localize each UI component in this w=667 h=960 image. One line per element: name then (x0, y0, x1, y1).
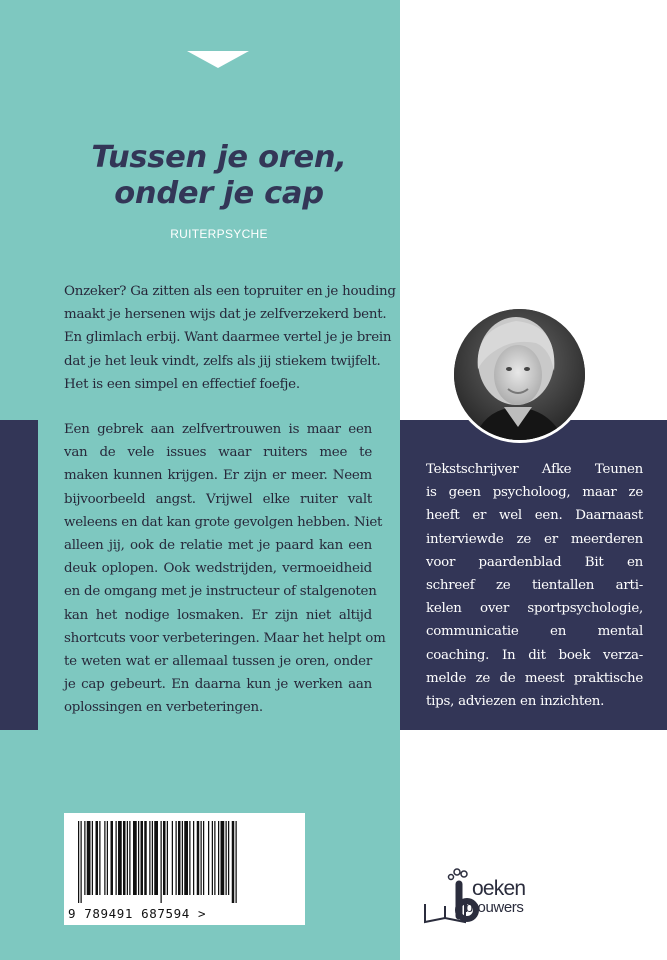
bio-line: voor paardenblad Bit en (426, 554, 643, 570)
blurb-line: maakt je hersenen wijs dat je zelfverzekerd bent. (64, 307, 387, 323)
author-photo (451, 306, 588, 443)
barcode-bar (141, 821, 144, 895)
barcode-bar (232, 821, 235, 903)
barcode-bar (104, 821, 105, 895)
bio-line: interviewde ze er meerderen (426, 531, 643, 547)
barcode-bar (152, 821, 153, 895)
triangle-notch-icon (187, 51, 249, 68)
barcode-bar (81, 821, 82, 903)
bio-line: schreef ze tientallen arti- (426, 578, 643, 594)
barcode-bar (176, 821, 177, 895)
isbn-number: 9 789491 687594 > (68, 906, 207, 921)
barcode-bar (96, 821, 99, 895)
blurb-paragraph-2 (64, 418, 386, 720)
barcode-bar (201, 821, 202, 895)
blurb-paragraph-1 (64, 280, 396, 396)
title-line-2: onder je cap (114, 176, 324, 211)
barcode-bar (92, 821, 93, 895)
publisher-name-part-1: oeken (472, 877, 526, 900)
barcode-bar (87, 821, 91, 895)
barcode-bar (182, 821, 183, 895)
barcode-bar (111, 821, 114, 895)
book-subtitle: RUITERPSYCHE (170, 227, 268, 241)
barcode-bars-icon (72, 821, 297, 903)
barcode-bar (138, 821, 139, 895)
barcode-bar (167, 821, 168, 895)
blurb-line: dat je het leuk vindt, zelfs als jij stiekem twijfelt. (64, 353, 381, 369)
blurb-line: te weten wat er allemaal tussen je oren, onder (64, 654, 372, 670)
publisher-name-part-2: brouwers (465, 899, 524, 916)
barcode-bar (78, 821, 79, 903)
barcode-bar (116, 821, 117, 895)
blurb-line: En glimlach erbij. Want daarmee vertel je je brein (64, 330, 392, 346)
blurb-line: weleens en dat kan grote gevolgen hebben. Niet (64, 514, 383, 530)
blurb-line: kan het nodige losmaken. Er zijn niet altijd (64, 607, 372, 623)
barcode-bar (184, 821, 188, 895)
barcode-bar (127, 821, 128, 895)
barcode-bar (133, 821, 137, 895)
barcode-bar (221, 821, 225, 895)
bio-line: tips, adviezen en inzichten. (426, 694, 605, 710)
barcode-bar (203, 821, 204, 895)
blurb-line: je cap gebeurt. En daarna kun je werken aan (64, 677, 372, 693)
blurb-line: Een gebrek aan zelfvertrouwen is maar een (64, 422, 372, 437)
barcode-bar (163, 821, 166, 895)
barcode-bar (129, 821, 130, 895)
author-bio (426, 458, 643, 713)
navy-band-left (0, 420, 38, 730)
bio-line: melde ze de meest praktische (426, 670, 643, 686)
title-line-1: Tussen je oren, (91, 140, 347, 175)
bio-line: kelen over sportpsychologie, (426, 601, 643, 617)
barcode-bar (218, 821, 219, 895)
blurb-line: Het is een simpel en effectief foefje. (64, 376, 300, 392)
barcode-bar (197, 821, 200, 895)
blurb-line: Onzeker? Ga zitten als een topruiter en je houding (64, 284, 396, 299)
barcode-bar (193, 821, 194, 895)
bio-line: heeft er wel een. Daarnaast (426, 508, 643, 524)
barcode-bar (154, 821, 158, 895)
bio-line: Tekstschrijver Afke Teunen (426, 462, 643, 477)
barcode-bar (99, 821, 100, 895)
bio-line: communicatie en mental (426, 624, 643, 640)
barcode-bar (226, 821, 227, 895)
barcode-bar (107, 821, 108, 895)
book-title (60, 140, 378, 212)
barcode-bar (118, 821, 122, 895)
barcode-bar (84, 821, 85, 895)
blurb-line: bijvoorbeeld angst. Vrijwel elke ruiter valt (64, 491, 372, 507)
barcode-bar (212, 821, 213, 895)
barcode-bar (161, 821, 162, 903)
barcode-bar (178, 821, 181, 895)
barcode-bar (214, 821, 215, 895)
blurb-line: oplossingen en verbeteringen. (64, 700, 263, 716)
bio-line: is geen psycholoog, maar ze (426, 485, 643, 501)
blurb-line: deuk oplopen. Ook wedstrijden, vermoeidheid (64, 561, 372, 577)
bio-line: coaching. In dit boek verza- (426, 647, 643, 663)
author-portrait-icon (454, 309, 585, 440)
isbn-barcode (64, 813, 305, 925)
barcode-bar (149, 821, 150, 895)
barcode-bar (144, 821, 147, 895)
blurb-line: en de omgang met je instructeur of stalgenoten (64, 584, 377, 600)
barcode-bar (172, 821, 173, 895)
blurb-line: alleen jij, ook de relatie met je paard kan een (64, 538, 372, 554)
barcode-bar (228, 821, 229, 895)
blurb-line: shortcuts voor verbeteringen. Maar het helpt om (64, 630, 386, 646)
barcode-bar (208, 821, 209, 895)
blurb-line: maken kunnen krijgen. Er zijn er meer. Neem (64, 468, 372, 484)
blurb-line: van de vele issues waar ruiters mee te (64, 445, 372, 461)
barcode-bar (189, 821, 190, 895)
barcode-bar (236, 821, 237, 903)
barcode-bar (123, 821, 126, 895)
